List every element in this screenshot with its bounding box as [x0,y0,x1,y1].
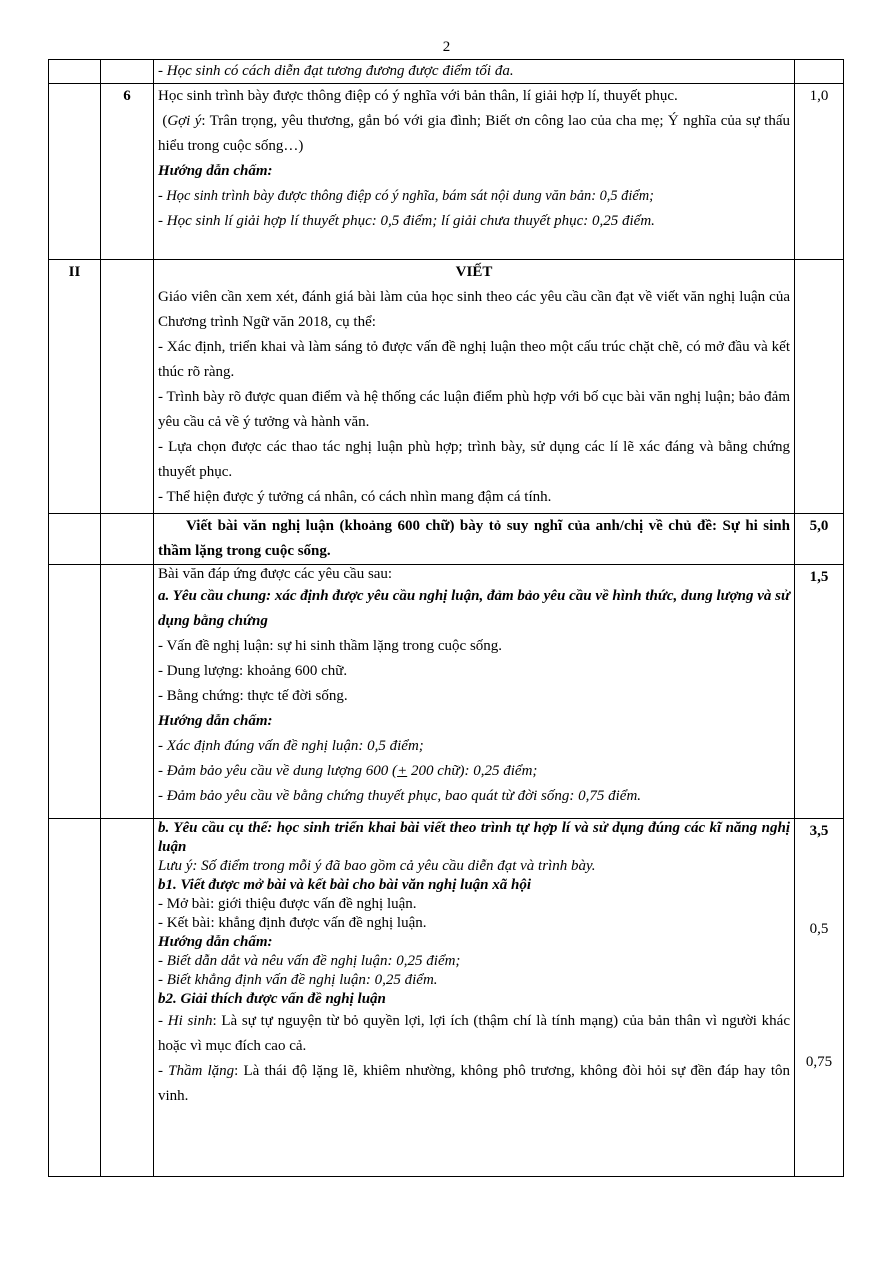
definition-tham-lang: - Thầm lặng: Là thái độ lặng lẽ, khiêm nhường, không phô trương, không đòi hỏi sự đền đáp hay tôn vinh. [158,1063,791,1104]
grading-guide-item: - Học sinh lí giải hợp lí thuyết phục: 0,5 điểm; lí giải chưa thuyết phục: 0,25 điểm. [158,213,655,229]
term: Hi sinh [167,1013,213,1029]
question-cell [101,565,154,819]
content-cell [154,565,795,819]
content-cell [154,84,795,260]
part-cell [49,565,101,819]
content-cell [154,260,795,514]
answer-key-table [48,59,844,1177]
content-cell [154,60,795,84]
question-cell [101,60,154,84]
page-number: 2 [442,39,451,55]
essay-intro-line: Bài văn đáp ứng được các yêu cầu sau: [158,566,393,582]
guide-text: 200 chữ): 0,25 điểm; [407,763,538,779]
grading-guide-item: - Xác định đúng vấn đề nghị luận: 0,5 điểm; [158,738,424,754]
question-cell [101,819,154,1177]
grading-guide-title: Hướng dẫn chấm: [158,713,273,729]
b2-title: b2. Giải thích được vấn đề nghị luận [158,991,386,1007]
grading-guide-item: - Đảm bảo yêu cầu về bằng chứng thuyết phục, bao quát từ đời sống: 0,75 điểm. [158,788,642,804]
score-value: 0,5 [809,921,829,937]
plus-minus-symbol: + [397,763,408,779]
score-value: 1,0 [795,84,844,260]
general-requirement: a. Yêu cầu chung: xác định được yêu cầu nghị luận, đảm bảo yêu cầu về hình thức, dung lượng và sử dụng bằng chứng [158,588,790,629]
score-value: 1,5 [795,565,844,819]
table-row [49,565,844,819]
writing-requirement: - Trình bày rõ được quan điểm và hệ thống các luận điểm phù hợp với bố cục bài văn nghị luận; bảo đảm yêu cầu cả về ý tưởng và hành văn. [158,389,790,430]
writing-intro: Giáo viên cần xem xét, đánh giá bài làm của học sinh theo các yêu cầu cần đạt về viết văn nghị luận của Chương trình Ngữ văn 2018, cụ thể: [158,289,790,330]
part-cell [49,819,101,1177]
question-6-requirement: Học sinh trình bày được thông điệp có ý nghĩa với bản thân, lí giải hợp lí, thuyết phục. [158,88,678,104]
grading-guide-title: Hướng dẫn chấm: [158,934,273,950]
scoring-note: Lưu ý: Số điểm trong mỗi ý đã bao gồm cả yêu cầu diễn đạt và trình bày. [158,858,596,874]
essay-task: Viết bài văn nghị luận (khoảng 600 chữ) bày tỏ suy nghĩ của anh/chị về chủ đề: Sự hi sinh thầm lặng trong cuộc sống. [158,518,790,559]
table-row [49,84,844,260]
part-number: II [49,260,101,514]
guide-text: - Đảm bảo yêu cầu về dung lượng 600 ( [158,763,398,779]
score-cell [795,819,844,1177]
content-cell [154,514,795,565]
b1-item: - Mở bài: giới thiệu được vấn đề nghị luận. [158,896,417,912]
grading-guide-title: Hướng dẫn chấm: [158,163,273,179]
hint-text: : Trân trọng, yêu thương, gắn bó với gia đình; Biết ơn công lao của cha mẹ; Ý nghĩa của sự thấu hiểu trong cuộc sống…) [158,113,790,154]
table-row [49,260,844,514]
table-row [49,819,844,1177]
question-cell [101,514,154,565]
hint-label: Gợi ý [167,113,202,129]
score-cell [795,60,844,84]
section-heading: VIẾT [455,264,493,280]
question-cell [101,260,154,514]
part-cell [49,514,101,565]
b1-item: - Kết bài: khẳng định được vấn đề nghị luận. [158,915,427,931]
question-number: 6 [101,84,154,260]
writing-requirement: - Lựa chọn được các thao tác nghị luận phù hợp; trình bày, sử dụng các lí lẽ xác đáng và bằng chứng thuyết phục. [158,439,790,480]
score-value: 0,75 [805,1054,833,1070]
definition: : Là thái độ lặng lẽ, khiêm nhường, không phô trương, không đòi hỏi sự đền đáp hay tôn vinh. [158,1063,791,1104]
definition: : Là sự tự nguyện từ bỏ quyền lợi, lợi ích (thậm chí là tính mạng) của bản thân vì người khác hoặc vì mục đích cao cả. [158,1013,790,1054]
term: Thầm lặng [168,1063,235,1079]
requirement-item: - Dung lượng: khoảng 600 chữ. [158,663,348,679]
content-cell [154,819,795,1177]
specific-requirement: b. Yêu cầu cụ thể: học sinh triển khai bài viết theo trình tự hợp lí và sử dụng đúng các kĩ năng nghị luận [158,820,790,855]
score-value: 3,5 [809,823,829,839]
requirement-item: - Bằng chứng: thực tế đời sống. [158,688,348,704]
grading-guide-item: - Biết dẫn dắt và nêu vấn đề nghị luận: 0,25 điểm; [158,953,461,969]
equivalent-expression-note: - Học sinh có cách diễn đạt tương đương được điểm tối đa. [158,63,514,79]
question-6-hint: (Gợi ý: Trân trọng, yêu thương, gắn bó với gia đình; Biết ơn công lao của cha mẹ; Ý nghĩa của sự thấu hiểu trong cuộc sống…) [158,113,790,154]
definition-hi-sinh: - Hi sinh: Là sự tự nguyện từ bỏ quyền lợi, lợi ích (thậm chí là tính mạng) của bản thân vì người khác hoặc vì mục đích cao cả. [158,1013,790,1054]
score-value: 5,0 [795,514,844,565]
part-cell [49,84,101,260]
table-row [49,514,844,565]
grading-guide-item: - Biết khẳng định vấn đề nghị luận: 0,25 điểm. [158,972,438,988]
table-row [49,60,844,84]
score-cell [795,260,844,514]
requirement-item: - Vấn đề nghị luận: sự hi sinh thầm lặng trong cuộc sống. [158,638,503,654]
grading-guide-item: - Học sinh trình bày được thông điệp có ý nghĩa, bám sát nội dung văn bản: 0,5 điểm; [158,188,654,204]
writing-requirement: - Xác định, triển khai và làm sáng tỏ được vấn đề nghị luận theo một cấu trúc chặt chẽ, có mở đầu và kết thúc rõ ràng. [158,339,790,380]
part-cell [49,60,101,84]
writing-requirement: - Thể hiện được ý tưởng cá nhân, có cách nhìn mang đậm cá tính. [158,489,552,505]
b1-title: b1. Viết được mở bài và kết bài cho bài văn nghị luận xã hội [158,877,532,893]
grading-guide-item [158,759,790,784]
